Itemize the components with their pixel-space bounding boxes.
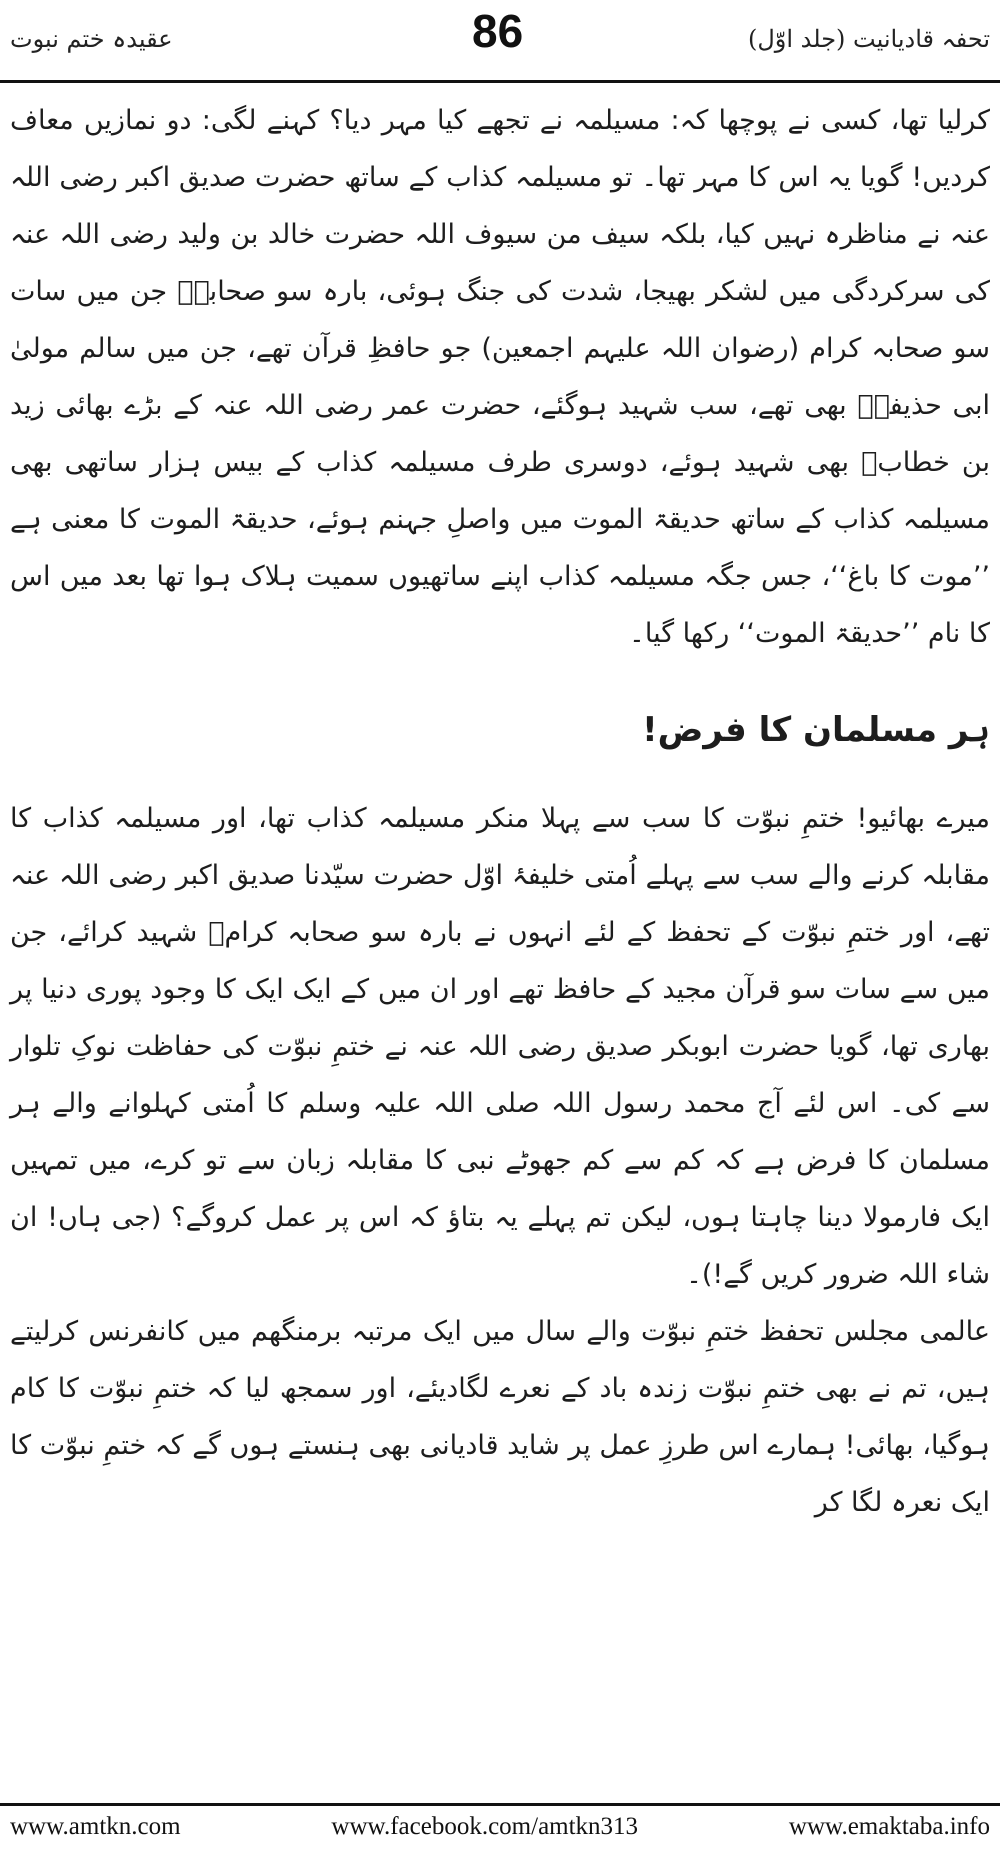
section-heading: ہر مسلمان کا فرض! <box>642 710 990 750</box>
page-footer <box>10 1810 990 1844</box>
footer-link-emaktaba[interactable]: www.emaktaba.info <box>788 1813 990 1840</box>
header-topic: عقیدہ ختم نبوت <box>10 25 173 53</box>
paragraph-3: عالمی مجلس تحفظ ختمِ نبوّت والے سال میں ایک مرتبہ برمنگھم میں کانفرنس کرلیتے ہیں، تم نے بھی ختمِ نبوّت زندہ باد کے نعرے لگادیئے، اور سمجھ لیا کہ ختمِ نبوّت کا کام ہوگیا، بھائی! ہمارے اس طرزِ عمل پر شاید قادیانی بھی ہنستے ہوں گے کہ ختمِ نبوّت کا ایک نعرہ لگا کر <box>10 1316 990 1518</box>
paragraph-1: کرلیا تھا، کسی نے پوچھا کہ: مسیلمہ نے تجھے کیا مہر دیا؟ کہنے لگی: دو نمازیں معاف کردیں! گویا یہ اس کا مہر تھا۔ تو مسیلمہ کذاب کے ساتھ حضرت صدیق اکبر رضی اللہ عنہ نے مناظرہ نہیں کیا، بلکہ سیف من سیوف اللہ حضرت خالد بن ولید رضی اللہ عنہ کی سرکردگی میں لشکر بھیجا، شدت کی جنگ ہوئی، بارہ سو صحابہؓ جن میں سات سو صحابہ کرام (رضوان اللہ علیہم اجمعین) جو حافظِ قرآن تھے، جن میں سالم مولیٰ ابی حذیفہؓ بھی تھے، سب شہید ہوگئے، حضرت عمر رضی اللہ عنہ کے بڑے بھائی زید بن خطابؓ بھی شہید ہوئے، دوسری طرف مسیلمہ کذاب کے بیس ہزار ساتھی بھی مسیلمہ کذاب کے ساتھ حدیقۃ الموت میں واصلِ جہنم ہوئے، حدیقۃ الموت کا معنی ہے ’’موت کا باغ‘‘، جس جگہ مسیلمہ کذاب اپنے ساتھیوں سمیت ہلاک ہوا تھا بعد میں اس کا نام ’’حدیقۃ الموت‘‘ رکھا گیا۔ <box>10 105 990 649</box>
page-body <box>10 92 990 1792</box>
header-book-title: تحفہ قادیانیت (جلد اوّل) <box>747 25 990 53</box>
footer-divider <box>0 1803 1000 1806</box>
page-number: 86 <box>472 5 524 57</box>
footer-link-facebook[interactable]: www.facebook.com/amtkn313 <box>331 1813 639 1840</box>
header-divider <box>0 80 1000 83</box>
paragraph-2: میرے بھائیو! ختمِ نبوّت کا سب سے پہلا منکر مسیلمہ کذاب تھا، اور مسیلمہ کذاب کا مقابلہ کرنے والے سب سے پہلے اُمتی خلیفۂ اوّل حضرت سیّدنا صدیق اکبر رضی اللہ عنہ تھے، اور ختمِ نبوّت کے تحفظ کے لئے انہوں نے بارہ سو صحابہ کرامؓ شہید کرائے، جن میں سے سات سو قرآن مجید کے حافظ تھے اور ان میں کے ایک ایک کا وجود پوری دنیا پر بھاری تھا، گویا حضرت ابوبکر صدیق رضی اللہ عنہ نے ختمِ نبوّت کی حفاظت نوکِ تلوار سے کی۔ اس لئے آج محمد رسول اللہ صلی اللہ علیہ وسلم کا اُمتی کہلوانے والے ہر مسلمان کا فرض ہے کہ کم سے کم جھوٹے نبی کا مقابلہ زبان سے تو کرے، میں تمہیں ایک فارمولا دینا چاہتا ہوں، لیکن تم پہلے یہ بتاؤ کہ اس پر عمل کروگے؟ (جی ہاں! ان شاء اللہ ضرور کریں گے!)۔ <box>10 803 990 1290</box>
page-header <box>10 0 990 78</box>
footer-link-amtkn[interactable]: www.amtkn.com <box>10 1813 181 1840</box>
